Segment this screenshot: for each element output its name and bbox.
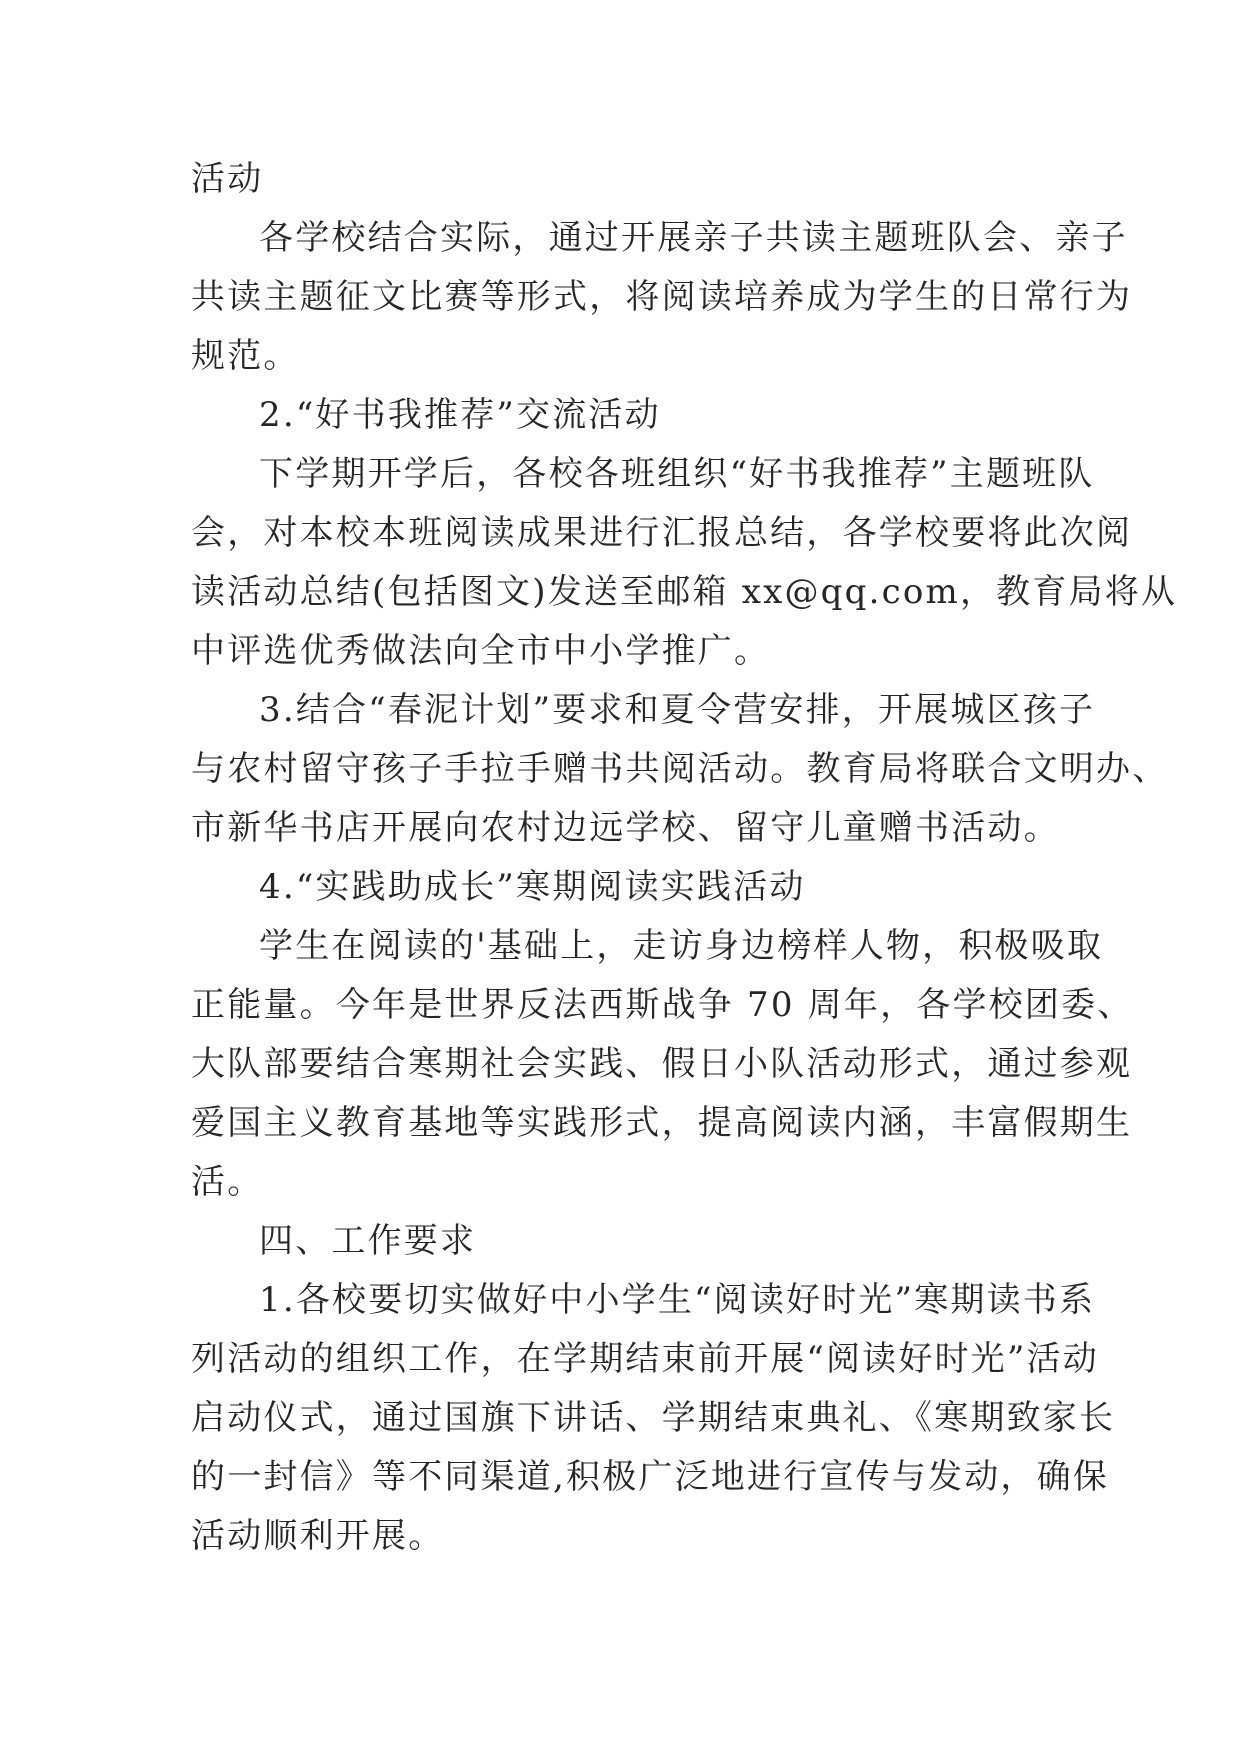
document-body <box>191 150 1178 1566</box>
text-line: 共读主题征文比赛等形式，将阅读培养成为学生的日常行为 <box>191 277 1133 317</box>
text-line: 3.结合“春泥计划”要求和夏令营安排，开展城区孩子 <box>259 690 1096 730</box>
section-heading: 四、工作要求 <box>259 1221 477 1261</box>
text-line: 活。 <box>191 1162 264 1202</box>
text-line: 下学期开学后，各校各班组织“好书我推荐”主题班队 <box>259 454 1095 494</box>
text-line: 会，对本校本班阅读成果进行汇报总结，各学校要将此次阅 <box>191 513 1133 553</box>
text-line: 与农村留守孩子手拉手赠书共阅活动。教育局将联合文明办、 <box>191 749 1169 789</box>
text-line: 市新华书店开展向农村边远学校、留守儿童赠书活动。 <box>191 808 1060 848</box>
text-line: 正能量。今年是世界反法西斯战争 70 周年，各学校团委、 <box>191 985 1134 1025</box>
text-line: 列活动的组织工作，在学期结束前开展“阅读好时光”活动 <box>191 1339 1099 1379</box>
text-line: 活动 <box>191 159 264 199</box>
text-line: 学生在阅读的'基础上，走访身边榜样人物，积极吸取 <box>259 926 1104 966</box>
text-line: 规范。 <box>191 336 300 376</box>
text-line: 活动顺利开展。 <box>191 1516 445 1556</box>
text-line: 爱国主义教育基地等实践形式，提高阅读内涵，丰富假期生 <box>191 1103 1133 1143</box>
text-line: 各学校结合实际，通过开展亲子共读主题班队会、亲子 <box>259 218 1128 258</box>
text-line: 1.各校要切实做好中小学生“阅读好时光”寒期读书系 <box>259 1280 1096 1320</box>
text-line: 的一封信》等不同渠道,积极广泛地进行宣传与发动，确保 <box>191 1457 1110 1497</box>
text-line: 读活动总结(包括图文)发送至邮箱 xx@qq.com，教育局将从 <box>191 572 1178 612</box>
section-heading: 4.“实践助成长”寒期阅读实践活动 <box>259 867 806 907</box>
text-line: 中评选优秀做法向全市中小学推广。 <box>191 631 771 671</box>
section-heading: 2.“好书我推荐”交流活动 <box>259 395 661 435</box>
text-line: 大队部要结合寒期社会实践、假日小队活动形式，通过参观 <box>191 1044 1133 1084</box>
text-line: 启动仪式，通过国旗下讲话、学期结束典礼、《寒期致家长 <box>191 1398 1116 1438</box>
